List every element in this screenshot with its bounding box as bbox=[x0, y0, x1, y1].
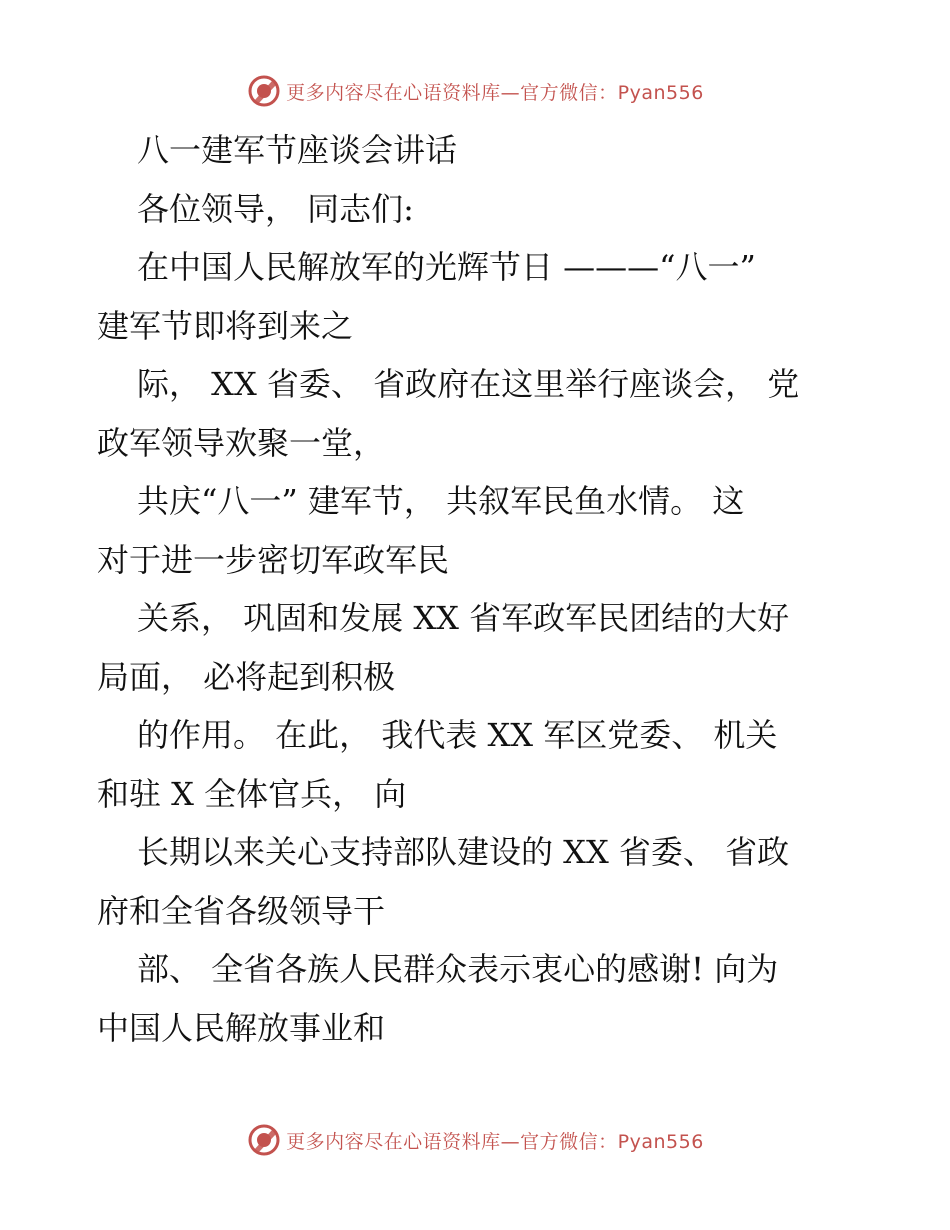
text-line: 在中国人民解放军的光辉节日 ———“八一” bbox=[137, 248, 756, 286]
text-line: 共庆“八一” 建军节， 共叙军民鱼水情。 这 bbox=[137, 482, 745, 520]
text-line: 部、 全省各族人民群众表示衷心的感谢! 向为 bbox=[137, 950, 779, 988]
pen-logo-icon bbox=[246, 1122, 282, 1158]
text-line: 关系， 巩固和发展 XX 省军政军民团结的大好 bbox=[137, 599, 790, 637]
text-line: 府和全省各级领导干 bbox=[97, 891, 386, 930]
text-line: 中国人民解放事业和 bbox=[97, 1008, 386, 1047]
text-line: 际， XX 省委、 省政府在这里举行座谈会， 党 bbox=[137, 365, 800, 403]
header-watermark bbox=[0, 71, 950, 111]
text-line: 的作用。 在此， 我代表 XX 军区党委、 机关 bbox=[137, 716, 778, 754]
text-line: 和驻 X 全体官兵， 向 bbox=[97, 774, 407, 813]
pen-logo-icon bbox=[246, 73, 282, 109]
text-line: 建军节即将到来之 bbox=[97, 306, 354, 345]
text-line: 对于进一步密切军政军民 bbox=[97, 540, 450, 579]
text-line: 局面， 必将起到积极 bbox=[97, 657, 396, 696]
watermark-text: 更多内容尽在心语资料库—官方微信：Pyan556 bbox=[286, 81, 704, 104]
footer-watermark bbox=[0, 1120, 950, 1160]
text-line: 长期以来关心支持部队建设的 XX 省委、 省政 bbox=[137, 833, 790, 871]
text-line: 各位领导， 同志们: bbox=[137, 189, 414, 228]
watermark-text: 更多内容尽在心语资料库—官方微信：Pyan556 bbox=[286, 1130, 704, 1153]
document-title: 八一建军节座谈会讲话 bbox=[137, 131, 458, 169]
text-line: 政军领导欢聚一堂， bbox=[97, 423, 386, 462]
document-body bbox=[97, 121, 857, 1057]
